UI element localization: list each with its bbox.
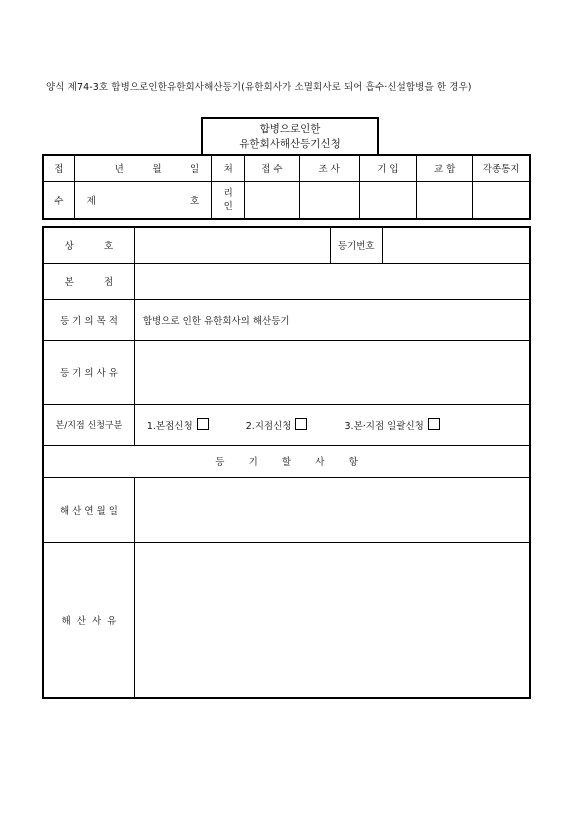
review-stamp-cell[interactable] <box>299 181 359 219</box>
dissolution-reason-value[interactable] <box>134 542 530 698</box>
col-header-entry: 기 입 <box>359 155 416 181</box>
application-table <box>42 226 531 699</box>
processor-label-1: 처 <box>212 155 245 181</box>
head-office-label: 본 점 <box>43 263 134 299</box>
verify-stamp-cell[interactable] <box>417 181 473 219</box>
reg-number-value[interactable] <box>382 227 530 263</box>
receipt-number-cell <box>74 181 212 219</box>
dissolution-date-label: 해 산 연 월 일 <box>43 477 134 542</box>
form-title-line1: 합병으로인한 <box>259 123 321 135</box>
col-header-review: 조 사 <box>299 155 359 181</box>
form-header: 양식 제74-3호 합병으로인한유한회사해산등기(유한회사가 소멸회사로 되어 흡수·신설합병을 한 경우) <box>46 82 472 93</box>
dissolution-reason-label: 해 산 사 유 <box>43 542 134 698</box>
receipt-number-suffix: 호 <box>190 195 200 207</box>
option-head-office[interactable] <box>147 418 209 432</box>
matters-header: 등 기 할 사 항 <box>43 445 530 477</box>
purpose-label: 등 기 의 목 적 <box>43 299 134 340</box>
receipt-stamp-cell[interactable] <box>245 181 299 219</box>
notice-stamp-cell[interactable] <box>473 181 530 219</box>
purpose-value: 합병으로 인한 유한회사의 해산등기 <box>134 299 530 340</box>
reg-number-label: 등기번호 <box>330 227 382 263</box>
apply-type-label: 본/지점 신청구분 <box>43 404 134 445</box>
form-title-line2: 유한회사해산등기신청 <box>239 138 341 150</box>
trade-name-label: 상 호 <box>43 227 134 263</box>
receipt-number-prefix: 제 <box>86 195 96 207</box>
head-office-checkbox[interactable] <box>197 418 209 430</box>
receipt-date-cell <box>74 155 212 181</box>
apply-type-options <box>134 404 530 445</box>
receipt-day-label: 일 <box>190 164 200 176</box>
both-checkbox[interactable] <box>428 418 440 430</box>
col-header-receipt: 접 수 <box>245 155 299 181</box>
receipt-month-label: 월 <box>152 164 162 176</box>
processor-label-2 <box>212 181 245 219</box>
col-header-notice: 각종통지 <box>473 155 530 181</box>
entry-stamp-cell[interactable] <box>359 181 416 219</box>
receipt-jeop: 접 <box>43 155 74 181</box>
processor-label-ri: 리 <box>223 187 233 199</box>
form-title <box>201 117 379 154</box>
branch-checkbox[interactable] <box>295 418 307 430</box>
option-both[interactable] <box>345 418 440 432</box>
option-branch[interactable] <box>246 418 308 432</box>
col-header-verify: 교 합 <box>417 155 473 181</box>
option-branch-label: 2.지점신청 <box>245 420 292 432</box>
receipt-year-label: 년 <box>114 164 124 176</box>
option-both-label: 3.본·지점 일괄신청 <box>344 420 424 432</box>
receipt-su: 수 <box>43 181 74 219</box>
receipt-table <box>42 154 531 220</box>
dissolution-date-value[interactable] <box>134 477 530 542</box>
processor-label-in: 인 <box>223 200 233 212</box>
trade-name-value[interactable] <box>134 227 330 263</box>
head-office-value[interactable] <box>134 263 530 299</box>
cause-label: 등 기 의 사 유 <box>43 340 134 404</box>
option-head-office-label: 1.본점신청 <box>146 420 193 432</box>
cause-value[interactable] <box>134 340 530 404</box>
